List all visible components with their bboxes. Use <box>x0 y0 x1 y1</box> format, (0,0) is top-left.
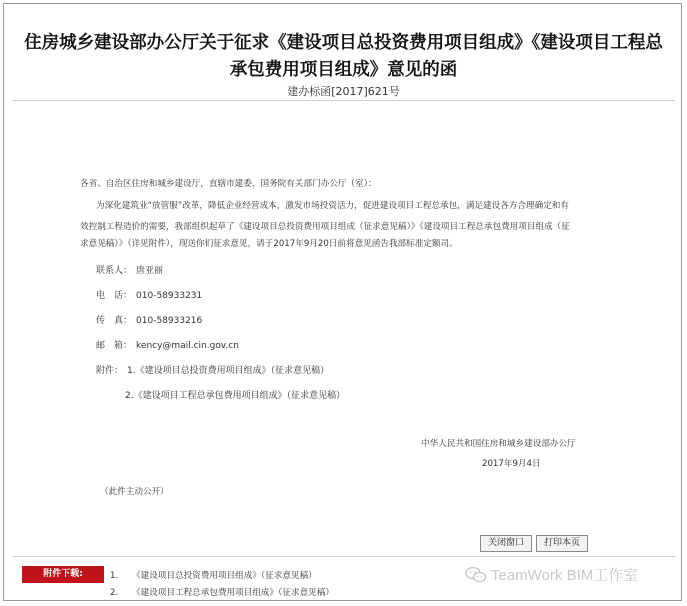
contact-person-label: 联系人： <box>96 266 133 276</box>
phone-value: 010-58933231 <box>136 291 203 301</box>
email-label: 邮 箱： <box>96 341 133 351</box>
contact-person-row <box>96 263 163 276</box>
close-window-button[interactable]: 关闭窗口 <box>480 535 532 552</box>
title-line-1: 住房城乡建设部办公厅关于征求《建设项目总投资费用项目组成》《建设项目工程总 <box>24 33 663 53</box>
download-link-1[interactable] <box>110 569 317 581</box>
download-link-text: 《建设项目工程总承包费用项目组成》（征求意见稿） <box>132 588 334 598</box>
download-link-number: 1. <box>110 571 119 581</box>
email-value: kency@mail.cin.gov.cn <box>136 341 239 351</box>
document-number: 建办标函[2017]621号 <box>287 85 400 98</box>
download-link-text: 《建设项目总投资费用项目组成》（征求意见稿） <box>132 571 317 581</box>
body-paragraph-line-2: 效控制工程造价的需要，我部组织起草了《建设项目总投资费用项目组成（征求意见稿）》《建设项目工程总承包费用项目组成（征 <box>80 222 570 232</box>
download-link-number: 2. <box>110 588 119 598</box>
title-divider <box>12 100 675 101</box>
downloads-divider <box>13 556 676 557</box>
phone-label: 电 话： <box>96 291 133 301</box>
page-title <box>0 30 687 84</box>
wechat-icon <box>465 566 487 584</box>
email-row <box>96 338 239 351</box>
body-paragraph-line-1: 为深化建筑业“放管服”改革，降低企业经营成本，激发市场投资活力，促进建设项目工程总承包，满足建设各方合理确定和有 <box>96 201 569 211</box>
disclosure-note: （此件主动公开） <box>100 487 169 497</box>
watermark <box>465 564 638 585</box>
attachment-item-1: 1.《建设项目总投资费用项目组成》（征求意见稿） <box>127 366 330 376</box>
watermark-text: TeamWork BIM工作室 <box>491 567 639 584</box>
download-link-2[interactable] <box>110 586 334 598</box>
downloads-label: 附件下载: <box>22 566 104 583</box>
contact-person-value: 唐亚丽 <box>136 266 164 276</box>
attachment-item-2: 2.《建设项目工程总承包费用项目组成》（征求意见稿） <box>125 391 346 401</box>
fax-label: 传 真： <box>96 316 133 326</box>
attachments-label: 附件： <box>96 366 124 376</box>
attachments-row <box>96 363 329 376</box>
phone-row <box>96 288 202 301</box>
title-line-2: 承包费用项目组成》意见的函 <box>229 60 458 80</box>
fax-row <box>96 313 202 326</box>
print-page-button[interactable]: 打印本页 <box>536 535 588 552</box>
signing-date: 2017年9月4日 <box>482 459 541 469</box>
fax-value: 010-58933216 <box>136 316 203 326</box>
body-paragraph-line-3: 求意见稿）》（详见附件），现送你们征求意见，请于2017年9月20日前将意见函告我部标准定额司。 <box>80 239 458 249</box>
signing-organization: 中华人民共和国住房和城乡建设部办公厅 <box>421 439 576 449</box>
addressee: 各省、自治区住房和城乡建设厅，直辖市建委，国务院有关部门办公厅（室）： <box>80 179 377 189</box>
